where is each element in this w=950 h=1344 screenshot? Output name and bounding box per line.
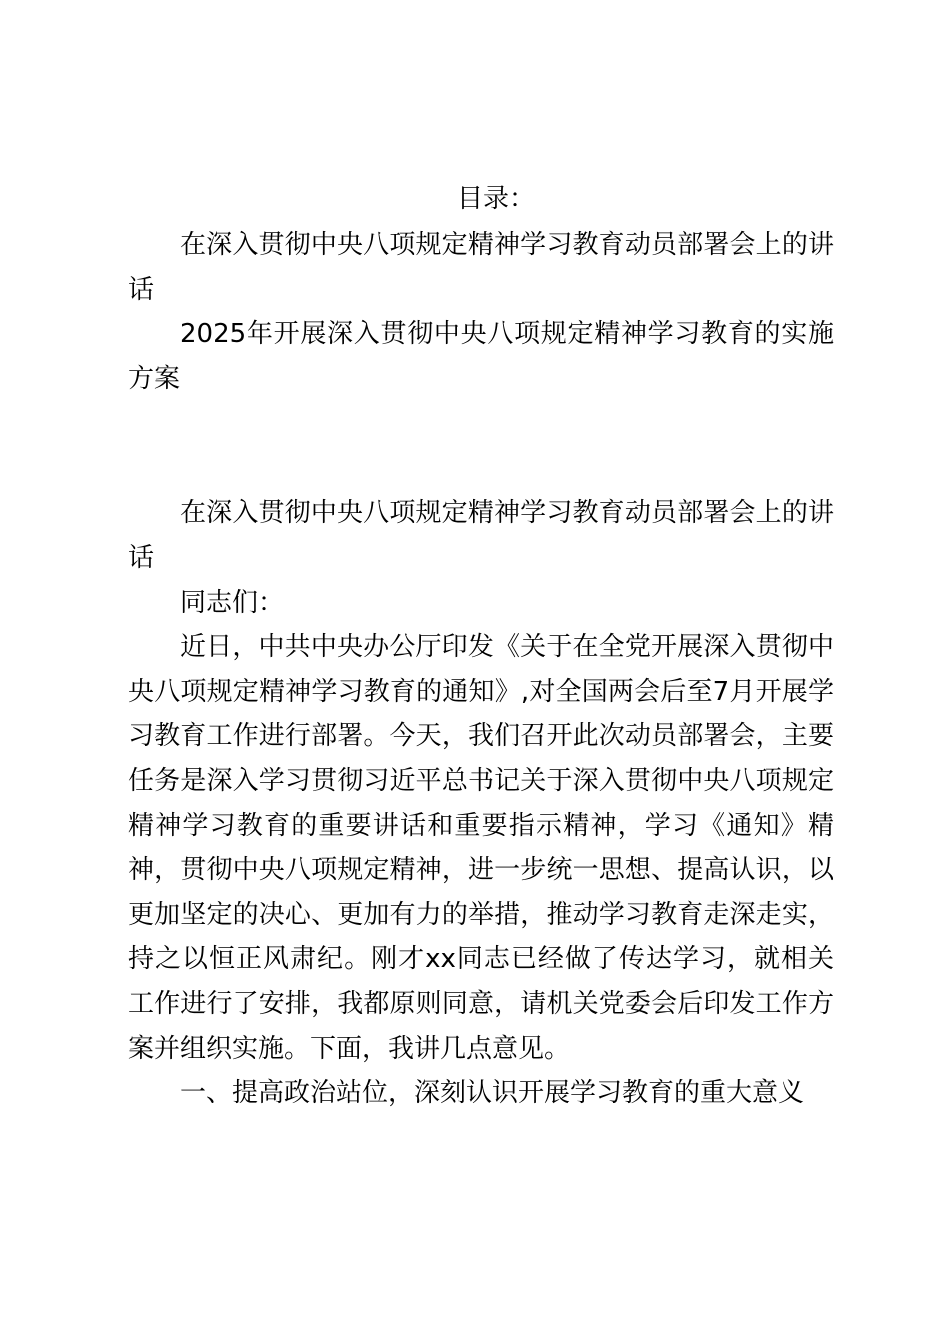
body-paragraph: 近日，中共中央办公厅印发《关于在全党开展深入贯彻中央八项规定精神学习教育的通知》,对全国两会后至7月开展学习教育工作进行部署。今天，我们召开此次动员部署会，主要任务是深入学习贯彻习近平总书记关于深入贯彻中央八项规定精神学习教育的重要讲话和重要指示精神，学习《通知》精神，贯彻中央八项规定精神，进一步统一思想、提高认识，以更加坚定的决心、更加有力的举措，推动学习教育走深走实，持之以恒正风肃纪。刚才xx同志已经做了传达学习，就相关工作进行了安排，我都原则同意，请机关党委会后印发工作方案并组织实施。下面，我讲几点意见。 <box>128 632 834 1064</box>
article-title: 在深入贯彻中央八项规定精神学习教育动员部署会上的讲话 <box>128 498 834 573</box>
toc-title: 目录： <box>456 184 535 214</box>
salutation: 同志们： <box>180 587 285 618</box>
section-heading-1: 一、提高政治站位，深刻认识开展学习教育的重大意义 <box>180 1078 805 1109</box>
toc-item-2: 2025年开展深入贯彻中央八项规定精神学习教育的实施方案 <box>128 319 834 394</box>
document-body <box>128 175 834 1116</box>
toc-item-1: 在深入贯彻中央八项规定精神学习教育动员部署会上的讲话 <box>128 230 834 305</box>
section-spacer <box>128 401 834 491</box>
